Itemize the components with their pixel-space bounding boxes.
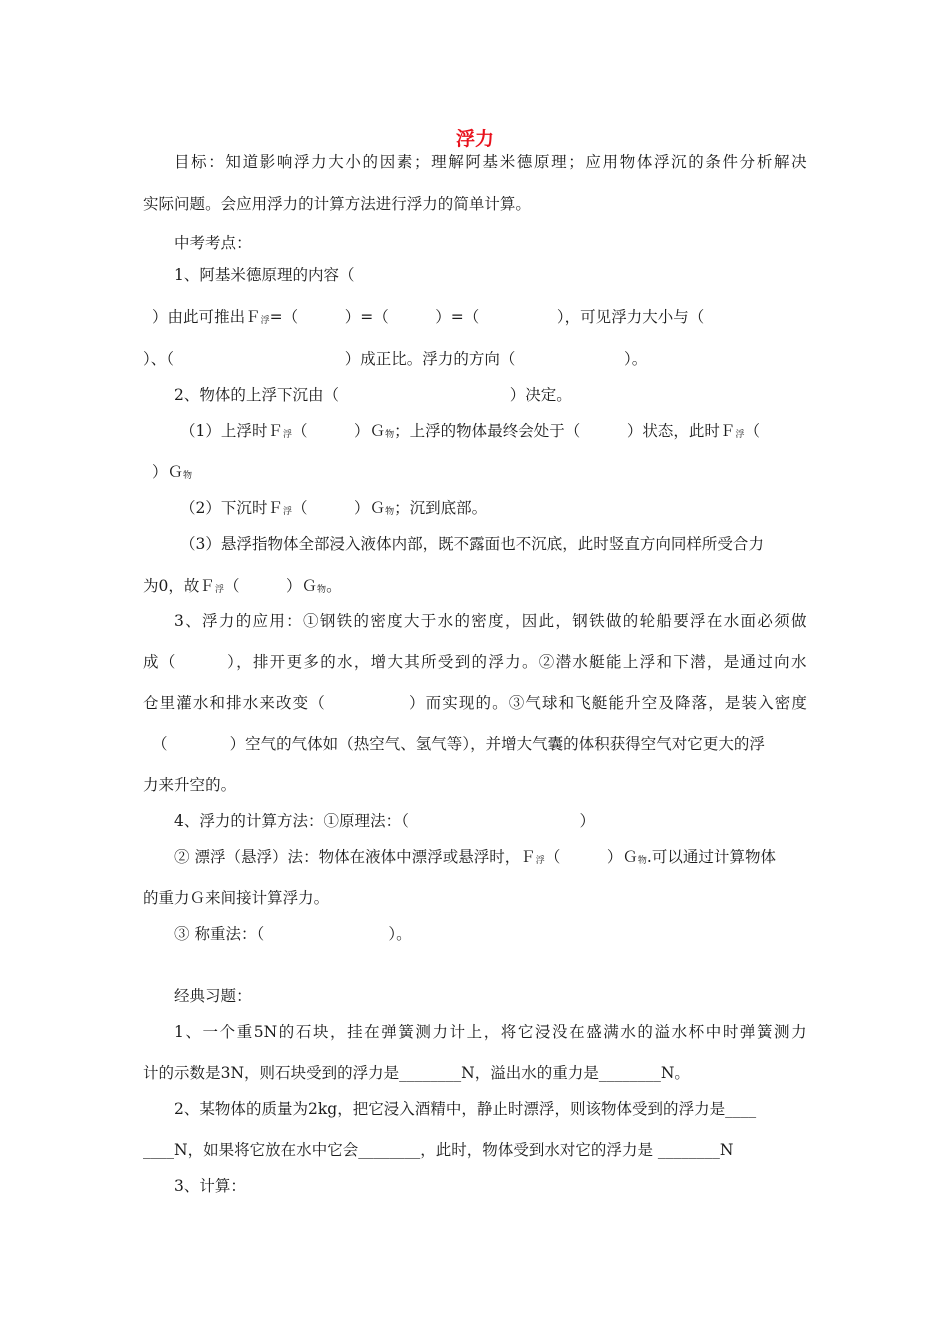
section-heading-exercises: 经典习题： bbox=[174, 987, 252, 1005]
exercise-1-line-1: 1、一个重5N的石块，挂在弹簧测力计上，将它浸没在盛满水的溢水杯中时弹簧测力 bbox=[174, 1023, 807, 1041]
point-2-item-1-cont: ）Ｇ$_物$ bbox=[152, 463, 193, 481]
section-heading-key-points: 中考考点： bbox=[174, 234, 252, 252]
point-3-line-1: 3、浮力的应用：①钢铁的密度大于水的密度，因此，钢铁做的轮船要浮在水面必须做 bbox=[174, 612, 807, 630]
point-3-line-5: 力来升空的。 bbox=[143, 776, 237, 794]
point-3-line-3: 仓里灌水和排水来改变（ ）而实现的。③气球和飞艇能升空及降落，是装入密度 bbox=[143, 694, 807, 712]
point-2-item-1: （1）上浮时Ｆ$_浮$（ ）Ｇ$_物$；上浮的物体最终会处于（ ）状态，此时Ｆ$_浮$（ bbox=[180, 422, 760, 440]
point-4-item-2-line-1: ② 漂浮（悬浮）法：物体在液体中漂浮或悬浮时，Ｆ$_浮$（ ）Ｇ$_物$.可以通过计算物体 bbox=[174, 848, 776, 866]
point-2-item-2: （2）下沉时Ｆ$_浮$（ ）Ｇ$_物$；沉到底部。 bbox=[180, 499, 488, 517]
exercise-1-line-2: 计的示数是3N，则石块受到的浮力是________N，溢出水的重力是________N。 bbox=[143, 1064, 690, 1082]
objective-line-2: 实际问题。会应用浮力的计算方法进行浮力的简单计算。 bbox=[143, 195, 531, 213]
point-2-item-3-line-2: 为0，故Ｆ$_浮$（ ）Ｇ$_物$。 bbox=[143, 577, 342, 595]
document-title: 浮力 bbox=[455, 128, 494, 150]
point-4-heading: 4、浮力的计算方法：①原理法：（ ） bbox=[174, 812, 596, 830]
point-4-item-2-line-2: 的重力Ｇ来间接计算浮力。 bbox=[143, 889, 330, 907]
exercise-2-line-2: ____N，如果将它放在水中它会________，此时，物体受到水对它的浮力是 ________N bbox=[143, 1141, 734, 1159]
exercise-2-line-1: 2、某物体的质量为2kg，把它浸入酒精中，静止时漂浮，则该物体受到的浮力是____ bbox=[174, 1100, 757, 1118]
point-1-line-2: ）由此可推出Ｆ$_浮$=（ ）=（ ）=（ ），可见浮力大小与（ bbox=[152, 308, 705, 326]
exercise-3-heading: 3、计算： bbox=[174, 1177, 246, 1195]
point-3-line-4: （ ）空气的气体如（热空气、氢气等），并增大气囊的体积获得空气对它更大的浮 bbox=[152, 735, 765, 753]
point-3-line-2: 成（ ），排开更多的水，增大其所受到的浮力。②潜水艇能上浮和下潜，是通过向水 bbox=[143, 653, 807, 671]
point-2-item-3-line-1: （3）悬浮指物体全部浸入液体内部，既不露面也不沉底，此时竖直方向同样所受合力 bbox=[180, 535, 764, 553]
objective-line-1: 目标：知道影响浮力大小的因素；理解阿基米德原理；应用物体浮沉的条件分析解决 bbox=[174, 153, 807, 171]
point-1-line-3: ）、（ ）成正比。浮力的方向（ ）。 bbox=[143, 350, 648, 368]
point-1-line-1: 1、阿基米德原理的内容（ bbox=[174, 266, 355, 284]
point-2-heading: 2、物体的上浮下沉由（ ）决定。 bbox=[174, 386, 572, 404]
point-4-item-3: ③ 称重法：（ ）。 bbox=[174, 925, 412, 943]
